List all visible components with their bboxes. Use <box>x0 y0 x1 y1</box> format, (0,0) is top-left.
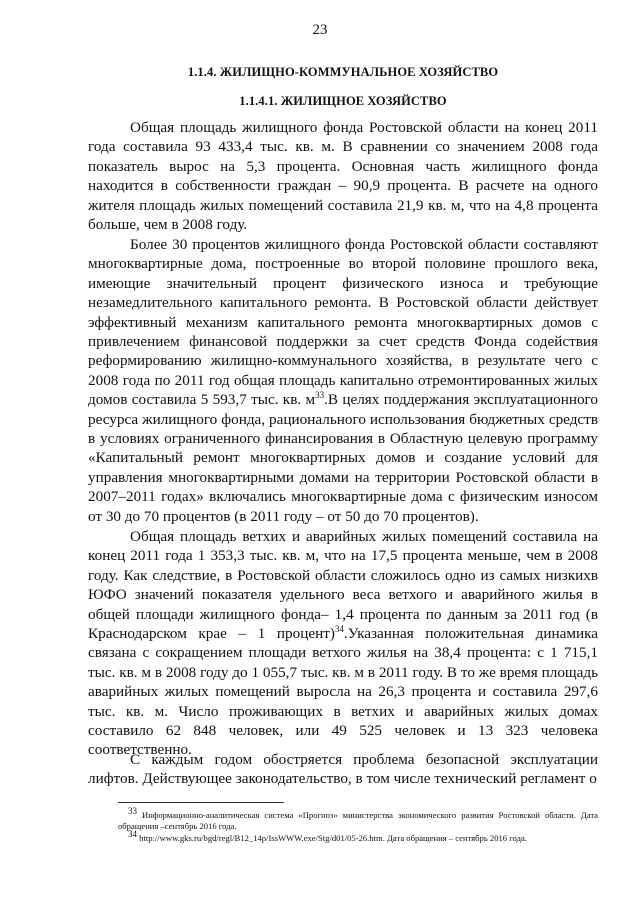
footnote-link-text[interactable]: http://www.gks.ru/bgd/regl/B12_14p/IssWWW.exe/Stg/d01/05-26.htm. Дата обращения – сентябрь 2016 года. <box>137 833 527 843</box>
paragraph-text: Более 30 процентов жилищного фонда Ростовской области составляют многоквартирные дома, построенные во второй половине прошлого века, имеющие значительный процент физического износа и требующие незамедлительного капитального ремонта. В Ростовской области действует эффективный механизм капитального ремонта многоквартирных домов с привлечением финансовой поддержки за счет средств Фонда содействия реформированию жилищно-коммунального хозяйства, в результате чего с 2008 года по 2011 год общая площадь капитально отремонтированных жилых домов составила 5 593,7 тыс. кв. м <box>88 236 598 409</box>
paragraph-elevators: С каждым годом обостряется проблема безопасной эксплуатации лифтов. Действующее законодательство, в том числе технический регламент о <box>88 751 598 788</box>
paragraph-capital-repair <box>88 235 598 526</box>
footnote-reference[interactable]: 33 <box>315 390 325 401</box>
page-number: 23 <box>312 22 328 38</box>
footnotes <box>118 806 598 845</box>
footnote-item <box>118 829 598 844</box>
paragraph-housing-area: Общая площадь жилищного фонда Ростовской области на конец 2011 года составила 93 433,4 тыс. кв. м. В сравнении со значением 2008 года показатель вырос на 5,3 процента. Основная часть жилищного фонда находится в собственности граждан – 90,9 процента. В расчете на одного жителя площадь жилых помещений составила 21,9 кв. м, что на 4,8 процента больше, чем в 2008 году. <box>88 119 598 234</box>
paragraph-dilapidated-housing <box>88 527 598 760</box>
footnote-item <box>118 806 598 832</box>
paragraph-text: .В целях поддержания эксплуатационного ресурса жилищного фонда, рационального использования бюджетных средств в условиях ограниченного финансирования в Областную целевую программу «Капитальный ремонт многоквартирных домов и создание условий для управления многоквартирными домами на территории Ростовской области в 2007–2011 годах» включались многоквартирные дома с физическим износом от 30 до 70 процентов (в 2011 году – от 50 до 70 процентов). <box>88 391 598 525</box>
paragraph-text: .Указанная положительная динамика связана с сокращением площади ветхого жилья на 38,4 процента: с 1 715,1 тыс. кв. м в 2008 году до 1 055,7 тыс. кв. м в 2011 году. В то же время площадь аварийных жилых помещений выросла на 26,3 процента и составила 297,6 тыс. кв. м. Число проживающих в ветхих и аварийных жилых домах составило 62 848 человек, или 49 525 человек и 13 323 человека соответственно. <box>88 625 598 759</box>
paragraph-text: Общая площадь ветхих и аварийных жилых помещений составила на конец 2011 года 1 353,3 тыс. кв. м, что на 17,5 процента меньше, чем в 2008 году. Как следствие, в Ростовской области сложилось одно из самых низкихв ЮФО значений показателя удельного веса ветхого и аварийного жилья в общей площади жилищного фонда– 1,4 процента по данным за 2011 год (в Краснодарском крае – 1 процент) <box>88 528 598 643</box>
footnote-marker: 34 <box>128 829 137 840</box>
footnote-text: Информационно-аналитическая система «Прогноз» министерства экономического развития Ростовской области. Дата обращения –сентябрь 2016 года. <box>118 810 598 831</box>
footnote-marker: 33 <box>128 806 137 817</box>
footnote-divider <box>118 802 284 803</box>
subsection-heading: 1.1.4.1. ЖИЛИЩНОЕ ХОЗЯЙСТВО <box>239 94 447 108</box>
footnote-reference[interactable]: 34 <box>334 623 344 634</box>
section-heading: 1.1.4. ЖИЛИЩНО-КОММУНАЛЬНОЕ ХОЗЯЙСТВО <box>187 65 499 79</box>
